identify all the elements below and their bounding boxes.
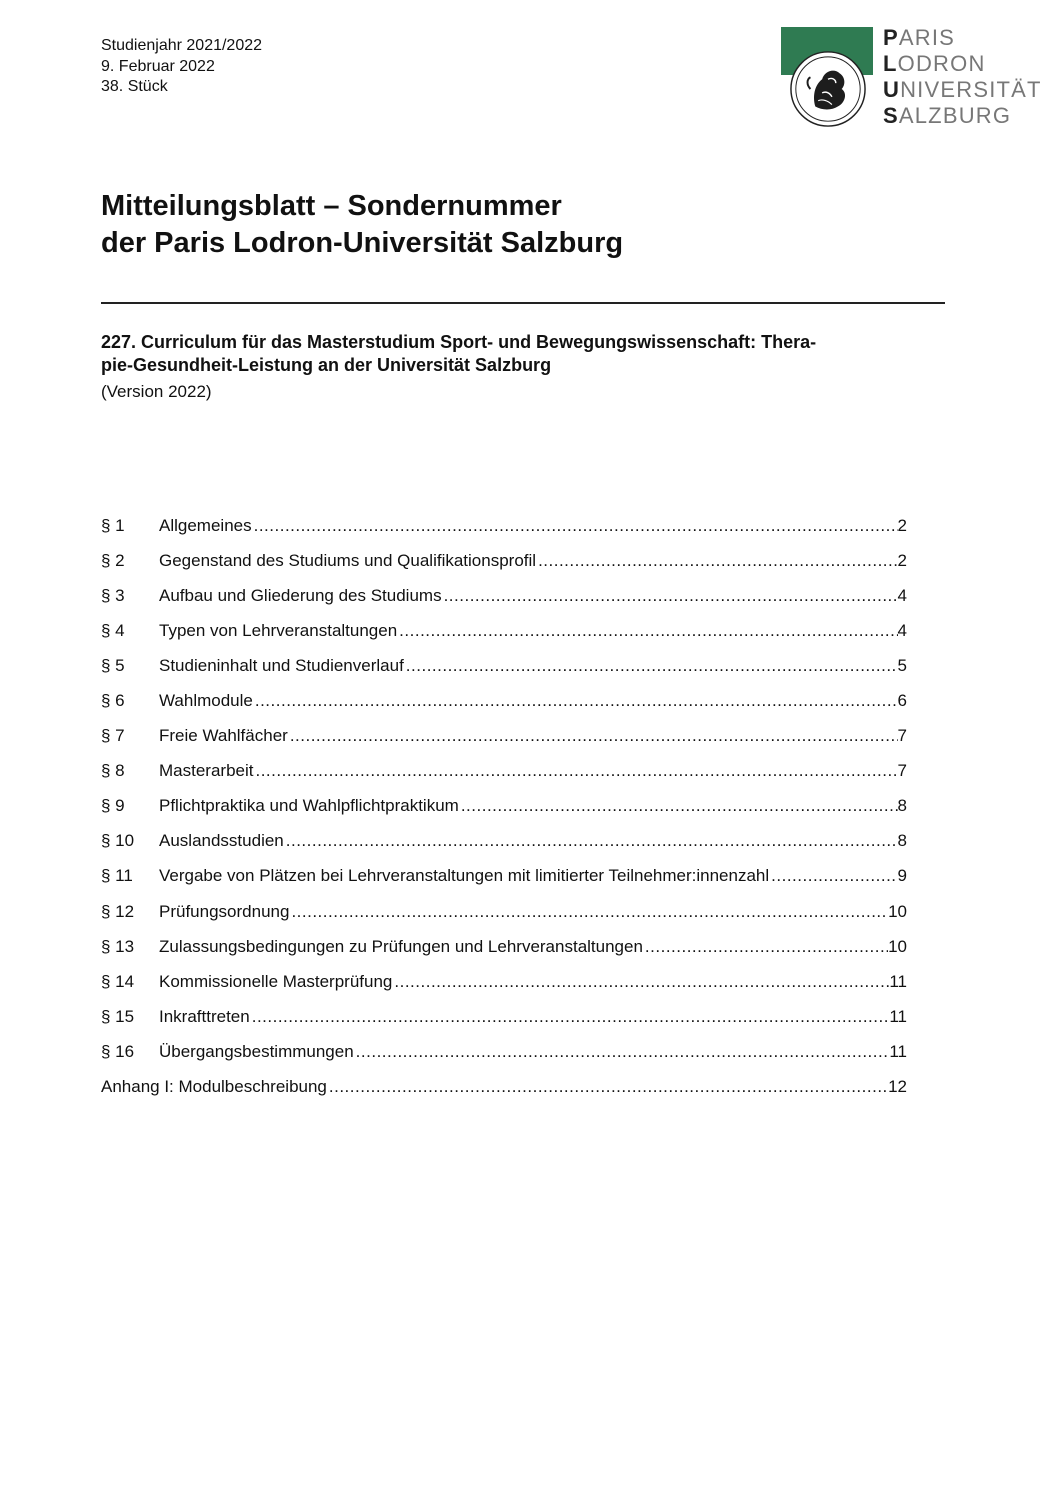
toc-entry-number: § 8 [101, 761, 125, 781]
toc-entry[interactable] [101, 1034, 907, 1069]
toc-entry-page: 7 [897, 726, 907, 746]
toc-entry-number: § 13 [101, 936, 135, 956]
toc-entry-title: Masterarbeit [159, 761, 254, 781]
toc-entry[interactable] [101, 929, 907, 964]
toc-dot-leader [354, 1042, 890, 1062]
toc-entry[interactable] [101, 754, 907, 789]
toc-entry-title: Anhang I: Modulbeschreibung [101, 1077, 327, 1097]
toc-entry-title: Gegenstand des Studiums und Qualifikationsprofil [159, 550, 537, 570]
toc-entry-number: § 6 [101, 691, 125, 711]
toc-entry[interactable] [101, 789, 907, 824]
toc-entry-number: § 1 [101, 515, 125, 535]
toc-entry-number: § 9 [101, 796, 125, 816]
title-divider [101, 302, 945, 304]
university-logo [781, 27, 1051, 129]
logo-wordmark [883, 25, 1042, 129]
toc-entry-page: 8 [897, 796, 907, 816]
toc-entry-title: Aufbau und Gliederung des Studiums [159, 585, 442, 605]
toc-entry-title: Typen von Lehrveranstaltungen [159, 620, 398, 640]
page-title [101, 188, 623, 262]
toc-entry-title: Zulassungsbedingungen zu Prüfungen und Lehrveranstaltungen [159, 936, 643, 956]
page-title-line-1: Mitteilungsblatt – Sondernummer [101, 190, 562, 222]
toc-dot-leader [459, 796, 898, 816]
page-title-line-2: der Paris Lodron-Universität Salzburg [101, 227, 624, 259]
toc-entry[interactable] [101, 894, 907, 929]
toc-entry[interactable] [101, 648, 907, 683]
toc-entry-page: 6 [897, 691, 907, 711]
toc-entry[interactable] [101, 859, 907, 894]
toc-entry-page: 9 [897, 866, 907, 886]
toc-entry-title: Auslandsstudien [159, 831, 284, 851]
toc-entry-page: 10 [888, 901, 907, 921]
meta-issue-number: 38. Stück [101, 78, 168, 95]
toc-entry-page: 2 [897, 550, 907, 570]
toc-entry-title: Inkrafttreten [159, 1006, 250, 1026]
toc-dot-leader [250, 1007, 890, 1027]
toc-dot-leader [643, 937, 888, 957]
toc-entry[interactable] [101, 1070, 907, 1105]
curriculum-heading-line-1: 227. Curriculum für das Masterstudium Sport- und Bewegungswissenschaft: Thera- [101, 332, 817, 352]
toc-entry-number: § 14 [101, 971, 135, 991]
table-of-contents [101, 508, 907, 1105]
logo-word-universitaet: UNIVERSITÄT [883, 77, 1042, 102]
toc-entry-page: 11 [889, 1041, 907, 1061]
toc-dot-leader [289, 902, 888, 922]
logo-word-lodron: LODRON [883, 51, 986, 76]
toc-entry[interactable] [101, 683, 907, 718]
toc-entry[interactable] [101, 964, 907, 999]
logo-word-salzburg: SALZBURG [883, 103, 1012, 128]
toc-entry-title: Kommissionelle Masterprüfung [159, 971, 393, 991]
toc-entry-number: § 5 [101, 655, 125, 675]
toc-dot-leader [769, 866, 897, 886]
toc-dot-leader [536, 551, 897, 571]
logo-word-paris: PARIS [883, 25, 956, 50]
toc-entry-title: Übergangsbestimmungen [159, 1041, 354, 1061]
toc-entry-page: 4 [897, 620, 907, 640]
toc-dot-leader [397, 621, 897, 641]
toc-entry-page: 8 [897, 831, 907, 851]
toc-entry[interactable] [101, 824, 907, 859]
toc-entry-number: § 4 [101, 620, 125, 640]
toc-dot-leader [327, 1077, 888, 1097]
toc-entry-number: § 10 [101, 831, 135, 851]
toc-entry-page: 12 [888, 1077, 907, 1097]
toc-entry-number: § 2 [101, 550, 125, 570]
toc-entry-number: § 12 [101, 901, 135, 921]
toc-entry-page: 2 [897, 515, 907, 535]
toc-dot-leader [404, 656, 898, 676]
toc-entry-title: Vergabe von Plätzen bei Lehrveranstaltungen mit limitierter Teilnehmer:innenzahl [159, 866, 770, 886]
lion-seal-icon [789, 50, 867, 128]
toc-dot-leader [252, 516, 898, 536]
toc-dot-leader [442, 586, 898, 606]
toc-entry[interactable] [101, 719, 907, 754]
toc-entry-number: § 7 [101, 726, 125, 746]
toc-entry[interactable] [101, 508, 907, 543]
meta-academic-year: Studienjahr 2021/2022 [101, 37, 263, 54]
toc-entry-title: Allgemeines [159, 515, 252, 535]
toc-entry-page: 11 [889, 1006, 907, 1026]
toc-entry[interactable] [101, 613, 907, 648]
toc-entry-page: 4 [897, 585, 907, 605]
version-note: (Version 2022) [101, 382, 212, 401]
curriculum-heading-line-2: pie-Gesundheit-Leistung an der Universität Salzburg [101, 355, 552, 375]
toc-dot-leader [392, 972, 889, 992]
toc-dot-leader [253, 761, 897, 781]
toc-entry[interactable] [101, 578, 907, 613]
toc-entry-page: 7 [897, 761, 907, 781]
toc-dot-leader [253, 691, 898, 711]
toc-entry-title: Pflichtpraktika und Wahlpflichtpraktikum [159, 796, 459, 816]
toc-entry[interactable] [101, 543, 907, 578]
document-meta [101, 36, 262, 98]
toc-dot-leader [288, 726, 898, 746]
curriculum-heading [101, 331, 961, 377]
toc-entry-page: 10 [888, 936, 907, 956]
toc-dot-leader [284, 831, 898, 851]
toc-entry-page: 11 [889, 971, 907, 991]
toc-entry-title: Wahlmodule [159, 691, 253, 711]
toc-entry-number: § 16 [101, 1041, 135, 1061]
meta-date: 9. Februar 2022 [101, 57, 215, 75]
toc-entry-title: Prüfungsordnung [159, 901, 290, 921]
toc-entry-page: 5 [897, 655, 907, 675]
toc-entry-number: § 3 [101, 585, 125, 605]
toc-entry-number: § 11 [101, 866, 133, 886]
toc-entry[interactable] [101, 999, 907, 1034]
toc-entry-title: Freie Wahlfächer [159, 726, 288, 746]
toc-entry-number: § 15 [101, 1006, 135, 1026]
toc-entry-title: Studieninhalt und Studienverlauf [159, 655, 404, 675]
